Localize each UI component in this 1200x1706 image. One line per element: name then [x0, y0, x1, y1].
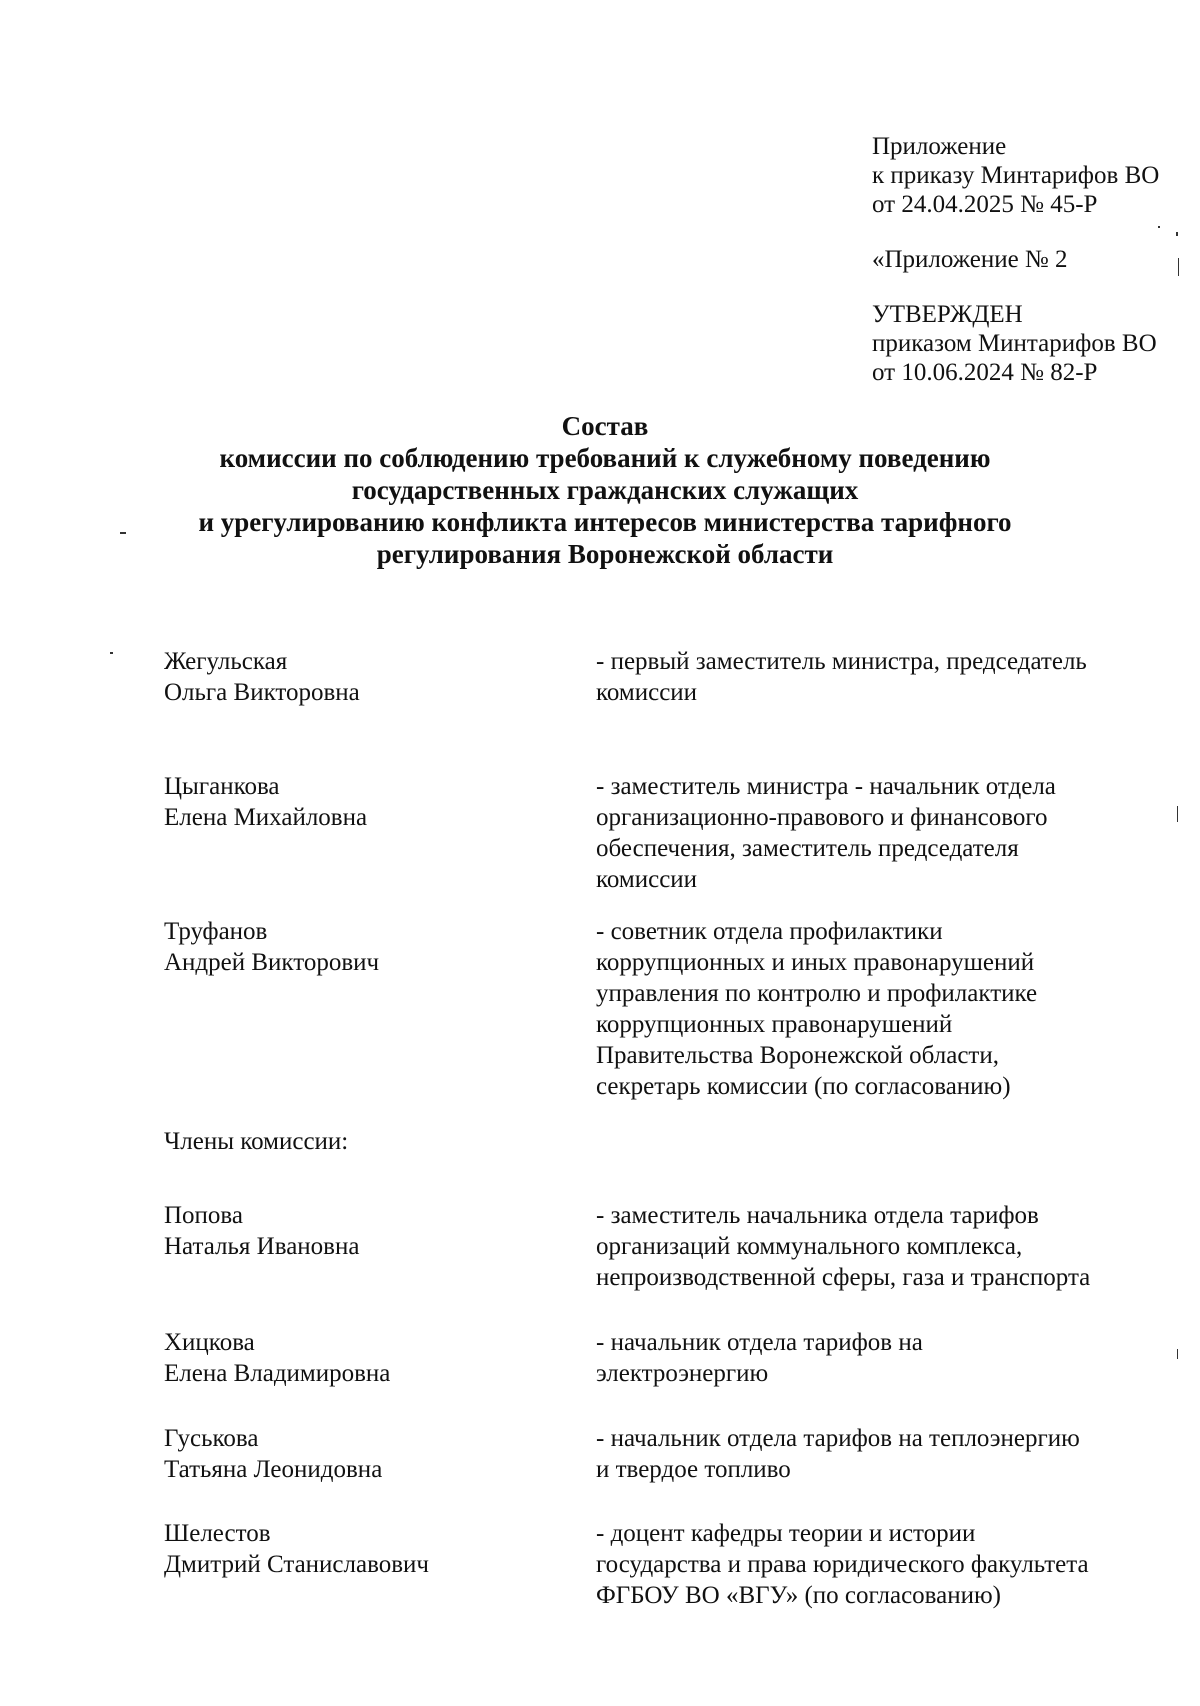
- given-name: Дмитрий Станиславович: [164, 1551, 429, 1578]
- member-row: [164, 771, 1164, 895]
- scan-speck: [1176, 232, 1178, 236]
- member-name: [164, 1327, 596, 1389]
- appendix-header: [872, 132, 1159, 387]
- role-line: комиссии: [596, 866, 698, 893]
- given-name: Елена Владимировна: [164, 1360, 391, 1387]
- appendix-line: к приказу Минтарифов ВО: [872, 162, 1160, 189]
- member-role: [596, 1423, 1164, 1485]
- member-role: [596, 771, 1164, 895]
- scan-speck: [1177, 1349, 1178, 1359]
- given-name: Татьяна Леонидовна: [164, 1456, 383, 1483]
- given-name: Андрей Викторович: [164, 949, 380, 976]
- surname: Гуськова: [164, 1425, 259, 1452]
- given-name: Наталья Ивановна: [164, 1233, 360, 1260]
- members-heading: Члены комиссии:: [164, 1128, 349, 1155]
- approved-line: УТВЕРЖДЕН: [872, 301, 1023, 328]
- member-name: [164, 916, 596, 1102]
- member-row: [164, 1518, 1164, 1611]
- role-line: - начальник отдела тарифов на: [596, 1329, 923, 1356]
- member-name: [164, 1200, 596, 1293]
- role-line: организационно-правового и финансового: [596, 804, 1048, 831]
- title-line: и урегулированию конфликта интересов министерства тарифного: [198, 507, 1012, 537]
- member-role: [596, 1327, 1164, 1389]
- role-line: государства и права юридического факультета: [596, 1551, 1089, 1578]
- role-line: - первый заместитель министра, председатель: [596, 648, 1087, 675]
- document-title: [40, 410, 1170, 570]
- approved-line: от 10.06.2024 № 82-Р: [872, 359, 1098, 386]
- given-name: Елена Михайловна: [164, 804, 368, 831]
- role-line: Правительства Воронежской области,: [596, 1042, 999, 1069]
- member-name: [164, 1518, 596, 1611]
- surname: Хицкова: [164, 1329, 255, 1356]
- surname: Попова: [164, 1202, 244, 1229]
- role-line: электроэнергию: [596, 1360, 769, 1387]
- scan-speck: [1178, 258, 1179, 276]
- approved-line: приказом Минтарифов ВО: [872, 330, 1157, 357]
- role-line: управления по контролю и профилактике: [596, 980, 1038, 1007]
- scan-speck: [120, 532, 126, 534]
- role-line: секретарь комиссии (по согласованию): [596, 1073, 1011, 1100]
- member-row: [164, 1423, 1164, 1485]
- title-line: регулирования Воронежской области: [376, 539, 834, 569]
- member-row: [164, 646, 1164, 708]
- role-line: обеспечения, заместитель председателя: [596, 835, 1019, 862]
- role-line: - заместитель министра - начальник отдела: [596, 773, 1056, 800]
- scan-speck: [1158, 226, 1160, 228]
- member-role: [596, 916, 1164, 1102]
- member-row: [164, 1200, 1164, 1293]
- role-line: - доцент кафедры теории и истории: [596, 1520, 976, 1547]
- appendix-line: от 24.04.2025 № 45-Р: [872, 191, 1098, 218]
- surname: Жегульская: [164, 648, 288, 675]
- member-row: [164, 1327, 1164, 1389]
- member-name: [164, 1423, 596, 1485]
- surname: Цыганкова: [164, 773, 280, 800]
- title-line: государственных гражданских служащих: [351, 475, 859, 505]
- member-row: [164, 916, 1164, 1102]
- member-role: [596, 646, 1164, 708]
- role-line: и твердое топливо: [596, 1456, 791, 1483]
- title-line: комиссии по соблюдению требований к служебному поведению: [219, 443, 991, 473]
- member-role: [596, 1200, 1164, 1293]
- role-line: - заместитель начальника отдела тарифов: [596, 1202, 1039, 1229]
- appendix-line: Приложение: [872, 133, 1007, 160]
- member-name: [164, 771, 596, 895]
- surname: Шелестов: [164, 1520, 271, 1547]
- role-line: коррупционных правонарушений: [596, 1011, 953, 1038]
- role-line: комиссии: [596, 679, 698, 706]
- surname: Труфанов: [164, 918, 268, 945]
- title-line: Состав: [561, 411, 649, 441]
- given-name: Ольга Викторовна: [164, 679, 360, 706]
- role-line: организаций коммунального комплекса,: [596, 1233, 1023, 1260]
- role-line: - советник отдела профилактики: [596, 918, 943, 945]
- role-line: - начальник отдела тарифов на теплоэнергию: [596, 1425, 1080, 1452]
- member-name: [164, 646, 596, 708]
- scan-speck: [1177, 806, 1178, 822]
- role-line: коррупционных и иных правонарушений: [596, 949, 1035, 976]
- previous-appendix-label: «Приложение № 2: [872, 246, 1068, 273]
- role-line: непроизводственной сферы, газа и транспорта: [596, 1264, 1091, 1291]
- role-line: ФГБОУ ВО «ВГУ» (по согласованию): [596, 1582, 1002, 1609]
- member-role: [596, 1518, 1164, 1611]
- scan-speck: [110, 652, 113, 654]
